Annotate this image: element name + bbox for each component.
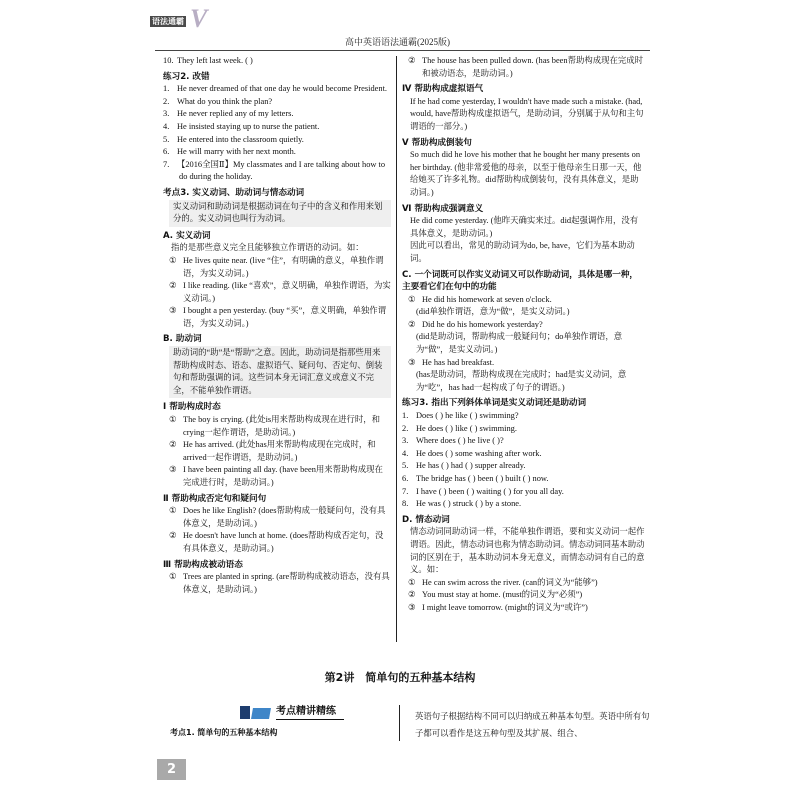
example-item xyxy=(402,55,646,80)
section-heading xyxy=(402,269,646,294)
item-number: ③ xyxy=(169,306,177,316)
item-text: 考点3. 实义动词、助动词与情态动词 xyxy=(163,187,305,198)
paragraph xyxy=(402,215,646,240)
item-number: ③ xyxy=(169,465,177,475)
item-text: Did he do his homework yesterday? xyxy=(422,319,543,329)
item-number: ② xyxy=(169,440,177,450)
section-heading xyxy=(163,493,391,506)
exercise-item xyxy=(402,435,646,448)
section-heading xyxy=(163,230,391,243)
banner-label: 考点精讲精练 xyxy=(276,705,344,720)
item-text: D. 情态动词 xyxy=(402,514,450,525)
item-text: Ⅴ 帮助构成倒装句 xyxy=(402,137,472,148)
item-text: 指的是那些意义完全且能够独立作谓语的动词。如： xyxy=(171,243,364,253)
item-text: He never dreamed of that one day he would become President. xyxy=(177,84,387,94)
example-note xyxy=(402,369,646,394)
example-item xyxy=(402,577,646,590)
item-number: 7. xyxy=(402,486,409,496)
exercise-item xyxy=(163,146,391,159)
item-text: C. 一个词既可以作实义动词又可以作助动词，具体是哪一种，主要看它们在句中的功能 xyxy=(402,269,639,293)
shaded-note xyxy=(169,346,391,398)
item-number: 2. xyxy=(402,423,409,433)
item-text: (did是助动词，帮助构成一般疑问句；do单独作谓语，意为“做”，是实义动词。) xyxy=(416,332,623,355)
exercise-item xyxy=(163,134,391,147)
paragraph xyxy=(402,526,646,576)
item-number: 5. xyxy=(402,461,409,471)
item-number: ② xyxy=(408,590,416,600)
example-item xyxy=(163,255,391,280)
item-text: B. 助动词 xyxy=(163,334,202,345)
point-heading: 考点1. 简单句的五种基本结构 xyxy=(170,728,278,737)
item-text: He doesn't have lunch at home. (does帮助构成否定句，没有具体意义，是助动词。) xyxy=(183,531,384,553)
example-note xyxy=(402,306,646,319)
item-text: He never replied any of my letters. xyxy=(177,109,294,119)
book-logo xyxy=(150,4,210,38)
section-heading xyxy=(163,401,391,414)
item-text: He did come yesterday. (他昨天确实来过。did起强调作用，没有具体意义，是助动词。) xyxy=(410,216,639,238)
example-item xyxy=(163,305,391,330)
item-number: 1. xyxy=(402,411,409,421)
exercise-item xyxy=(402,473,646,486)
paragraph xyxy=(402,149,646,199)
exercise-item xyxy=(163,83,391,96)
item-text: I have ( ) been ( ) waiting ( ) for you all day. xyxy=(416,486,564,496)
header-rule xyxy=(155,50,650,51)
item-text: I have been painting all day. (have been用来帮助构成现在完成进行时，是助动词。) xyxy=(183,465,383,487)
example-item xyxy=(402,602,646,615)
item-text: He will marry with her next month. xyxy=(177,147,296,157)
item-number: ① xyxy=(169,415,177,425)
left-column xyxy=(163,55,391,596)
item-text: Ⅵ 帮助构成强调意义 xyxy=(402,203,484,214)
item-text: Does he like English? (does帮助构成一般疑问句，没有具体意义，是助动词。) xyxy=(183,506,386,528)
item-text: He was ( ) struck ( ) by a stone. xyxy=(416,499,522,509)
section-heading xyxy=(163,187,391,200)
item-text: He does ( ) some washing after work. xyxy=(416,448,542,458)
item-text: 实义动词和助动词是根据动词在句子中的含义和作用来划分的。实义动词也叫行为动词。 xyxy=(173,201,383,224)
item-text: He entered into the classroom quietly. xyxy=(177,134,304,144)
item-text: 因此可以看出，常见的助动词为do, be, have，它们为基本助动词。 xyxy=(410,241,635,263)
item-number: 3. xyxy=(402,436,409,446)
item-text: He lives quite near. (live “住”，有明确的意义，单独作谓语，为实义动词。) xyxy=(183,255,384,278)
section-heading xyxy=(163,71,391,84)
item-number: 5. xyxy=(163,134,170,144)
exercise-item xyxy=(163,159,391,184)
shaded-note xyxy=(169,200,391,227)
exercise-item xyxy=(163,108,391,121)
item-text: Does ( ) he like ( ) swimming? xyxy=(416,411,519,421)
item-text: He can swim across the river. (can的词义为“能够”) xyxy=(422,577,598,587)
item-text: If he had come yesterday, I wouldn't have made such a mistake. (had, would, have帮助构成虚拟语气，是助动词，分别属于从句和主句谓语的一部分。) xyxy=(410,96,644,131)
item-text: He insisted staying up to nurse the patient. xyxy=(177,121,320,131)
book-icon xyxy=(240,706,250,719)
item-number: 7. xyxy=(163,159,170,169)
item-number: 10. xyxy=(163,56,174,65)
paragraph xyxy=(402,96,646,134)
section-heading xyxy=(402,203,646,216)
item-number: 2. xyxy=(163,96,170,106)
item-number: 3. xyxy=(163,109,170,119)
item-number: 6. xyxy=(402,474,409,483)
section-heading xyxy=(402,137,646,150)
item-text: He has ( ) had ( ) supper already. xyxy=(416,461,526,471)
item-number: ① xyxy=(169,506,177,516)
item-text: (has是助动词，帮助构成现在完成时；had是实义动词，意为“吃”，has had一起构成了句子的谓语。) xyxy=(416,370,627,392)
item-number: ③ xyxy=(408,602,416,612)
exercise-item xyxy=(402,410,646,423)
item-text: They left last week. ( ) xyxy=(177,56,253,65)
example-item xyxy=(163,571,391,596)
item-text: 【2016全国Ⅱ】My classmates and I are talking about how to do during the holiday. xyxy=(177,159,386,182)
book-title: 高中英语语法通霸(2025版) xyxy=(345,37,450,47)
item-text: Trees are planted in spring. (are帮助构成被动语态，没有具体意义，是助动词。) xyxy=(183,572,390,594)
item-text: 助动词的“助”是“帮助”之意。因此，助动词是指那些用来帮助构成时态、语态、虚拟语气、疑问句、否定句、倒装句和帮助强调的词。这些词本身无词汇意义或意义不完全，不能单独作谓语。 xyxy=(173,348,383,395)
item-text: The bridge has ( ) been ( ) built ( ) now. xyxy=(416,474,549,483)
example-item xyxy=(402,357,646,370)
example-item xyxy=(163,530,391,555)
item-text: I like reading. (like “喜欢”，意义明确，单独作谓语，为实义动词。) xyxy=(183,281,391,303)
item-number: ① xyxy=(408,577,416,587)
example-item xyxy=(163,414,391,439)
exercise-item xyxy=(163,55,391,68)
item-text: So much did he love his mother that he bought her many presents on her birthday. (他非常爱他的母亲，以至于他母亲生日那一天，他给她买了许多礼物。did帮助构成倒装句，没有具体意义，是助动词。) xyxy=(410,150,642,197)
logo-text: 语法通霸 xyxy=(152,17,184,26)
section-heading xyxy=(163,559,391,572)
example-item xyxy=(163,439,391,464)
section-heading xyxy=(402,397,646,410)
exercise-item xyxy=(402,423,646,436)
page-number: 2 xyxy=(157,759,186,780)
exercise-item xyxy=(163,121,391,134)
item-text: You must stay at home. (must的词义为“必须”) xyxy=(422,590,583,600)
item-number: ② xyxy=(408,56,416,65)
item-text: The house has been pulled down. (has been帮助构成现在完成时和被动语态，是助动词。) xyxy=(422,56,643,78)
item-text: 情态动词同助动词一样，不能单独作谓语，要和实义动词一起作谓语。因此，情态动词也称为情态助动词。情态动词同基本助动词的区别在于，基本助动词本身无意义，而情态动词有自己的意义。如： xyxy=(410,527,645,575)
item-text: He does ( ) like ( ) swimming. xyxy=(416,423,517,433)
item-number: 1. xyxy=(163,84,170,94)
item-text: Ⅲ 帮助构成被动语态 xyxy=(163,559,243,570)
item-text: 练习3. 指出下列斜体单词是实义动词还是助动词 xyxy=(402,398,587,409)
item-number: ② xyxy=(408,319,416,329)
example-item xyxy=(163,464,391,489)
column-divider xyxy=(396,56,397,642)
item-text: (did单独作谓语，意为“做”，是实义动词。) xyxy=(416,307,570,317)
item-number: ③ xyxy=(408,357,416,367)
item-number: 6. xyxy=(163,147,170,157)
item-text: Ⅳ 帮助构成虚拟语气 xyxy=(402,84,484,95)
exercise-item xyxy=(402,448,646,461)
example-item xyxy=(402,589,646,602)
right-column xyxy=(402,55,646,615)
item-text: Ⅰ 帮助构成时态 xyxy=(163,402,221,413)
item-text: He has arrived. (此处has用来帮助构成现在完成时，和arrived一起作谓语，是助动词。) xyxy=(183,440,376,462)
item-number: 4. xyxy=(163,121,170,131)
item-number: ② xyxy=(169,531,177,541)
exercise-item xyxy=(402,460,646,473)
exercise-item xyxy=(402,486,646,499)
item-text: 练习2. 改错 xyxy=(163,71,210,82)
item-text: Ⅱ 帮助构成否定句和疑问句 xyxy=(163,493,267,504)
item-text: A. 实义动词 xyxy=(163,230,211,241)
column-divider-bottom xyxy=(399,705,400,741)
item-number: ① xyxy=(169,572,177,582)
section-heading xyxy=(402,83,646,96)
exercise-item xyxy=(163,96,391,109)
item-number: ① xyxy=(408,294,416,304)
item-number: ② xyxy=(169,281,177,291)
item-text: The boy is crying. (此处is用来帮助构成现在进行时，和crying一起作谓语，是助动词。) xyxy=(183,415,381,437)
item-text: What do you think the plan? xyxy=(177,96,273,106)
item-text: He did his homework at seven o'clock. xyxy=(422,294,552,304)
item-text: He has had breakfast. xyxy=(422,357,495,367)
item-text: I might leave tomorrow. (might的词义为“或许”) xyxy=(422,602,588,612)
example-note xyxy=(402,331,646,356)
laptop-icon xyxy=(251,708,271,719)
paragraph xyxy=(163,242,391,255)
lecture-title: 第2讲 简单句的五种基本结构 xyxy=(324,671,476,684)
logo-mark: V xyxy=(190,4,208,33)
item-number: ① xyxy=(169,255,177,265)
intro-paragraph: 英语句子根据结构不同可以归纳成五种基本句型。英语中所有句子都可以看作是这五种句型及其扩展、组合、 xyxy=(415,712,650,738)
example-item xyxy=(402,319,646,332)
item-text: I bought a pen yesterday. (buy “买”，意义明确，单独作谓语，为实义动词。) xyxy=(183,306,386,328)
section-heading xyxy=(163,333,391,346)
example-item xyxy=(402,294,646,307)
item-number: 4. xyxy=(402,448,409,458)
paragraph xyxy=(402,240,646,265)
item-text: Where does ( ) he live ( )? xyxy=(416,436,504,446)
exercise-item xyxy=(402,498,646,511)
section-banner xyxy=(240,704,350,722)
example-item xyxy=(163,280,391,305)
section-heading xyxy=(402,514,646,527)
item-number: 8. xyxy=(402,499,409,509)
example-item xyxy=(163,505,391,530)
